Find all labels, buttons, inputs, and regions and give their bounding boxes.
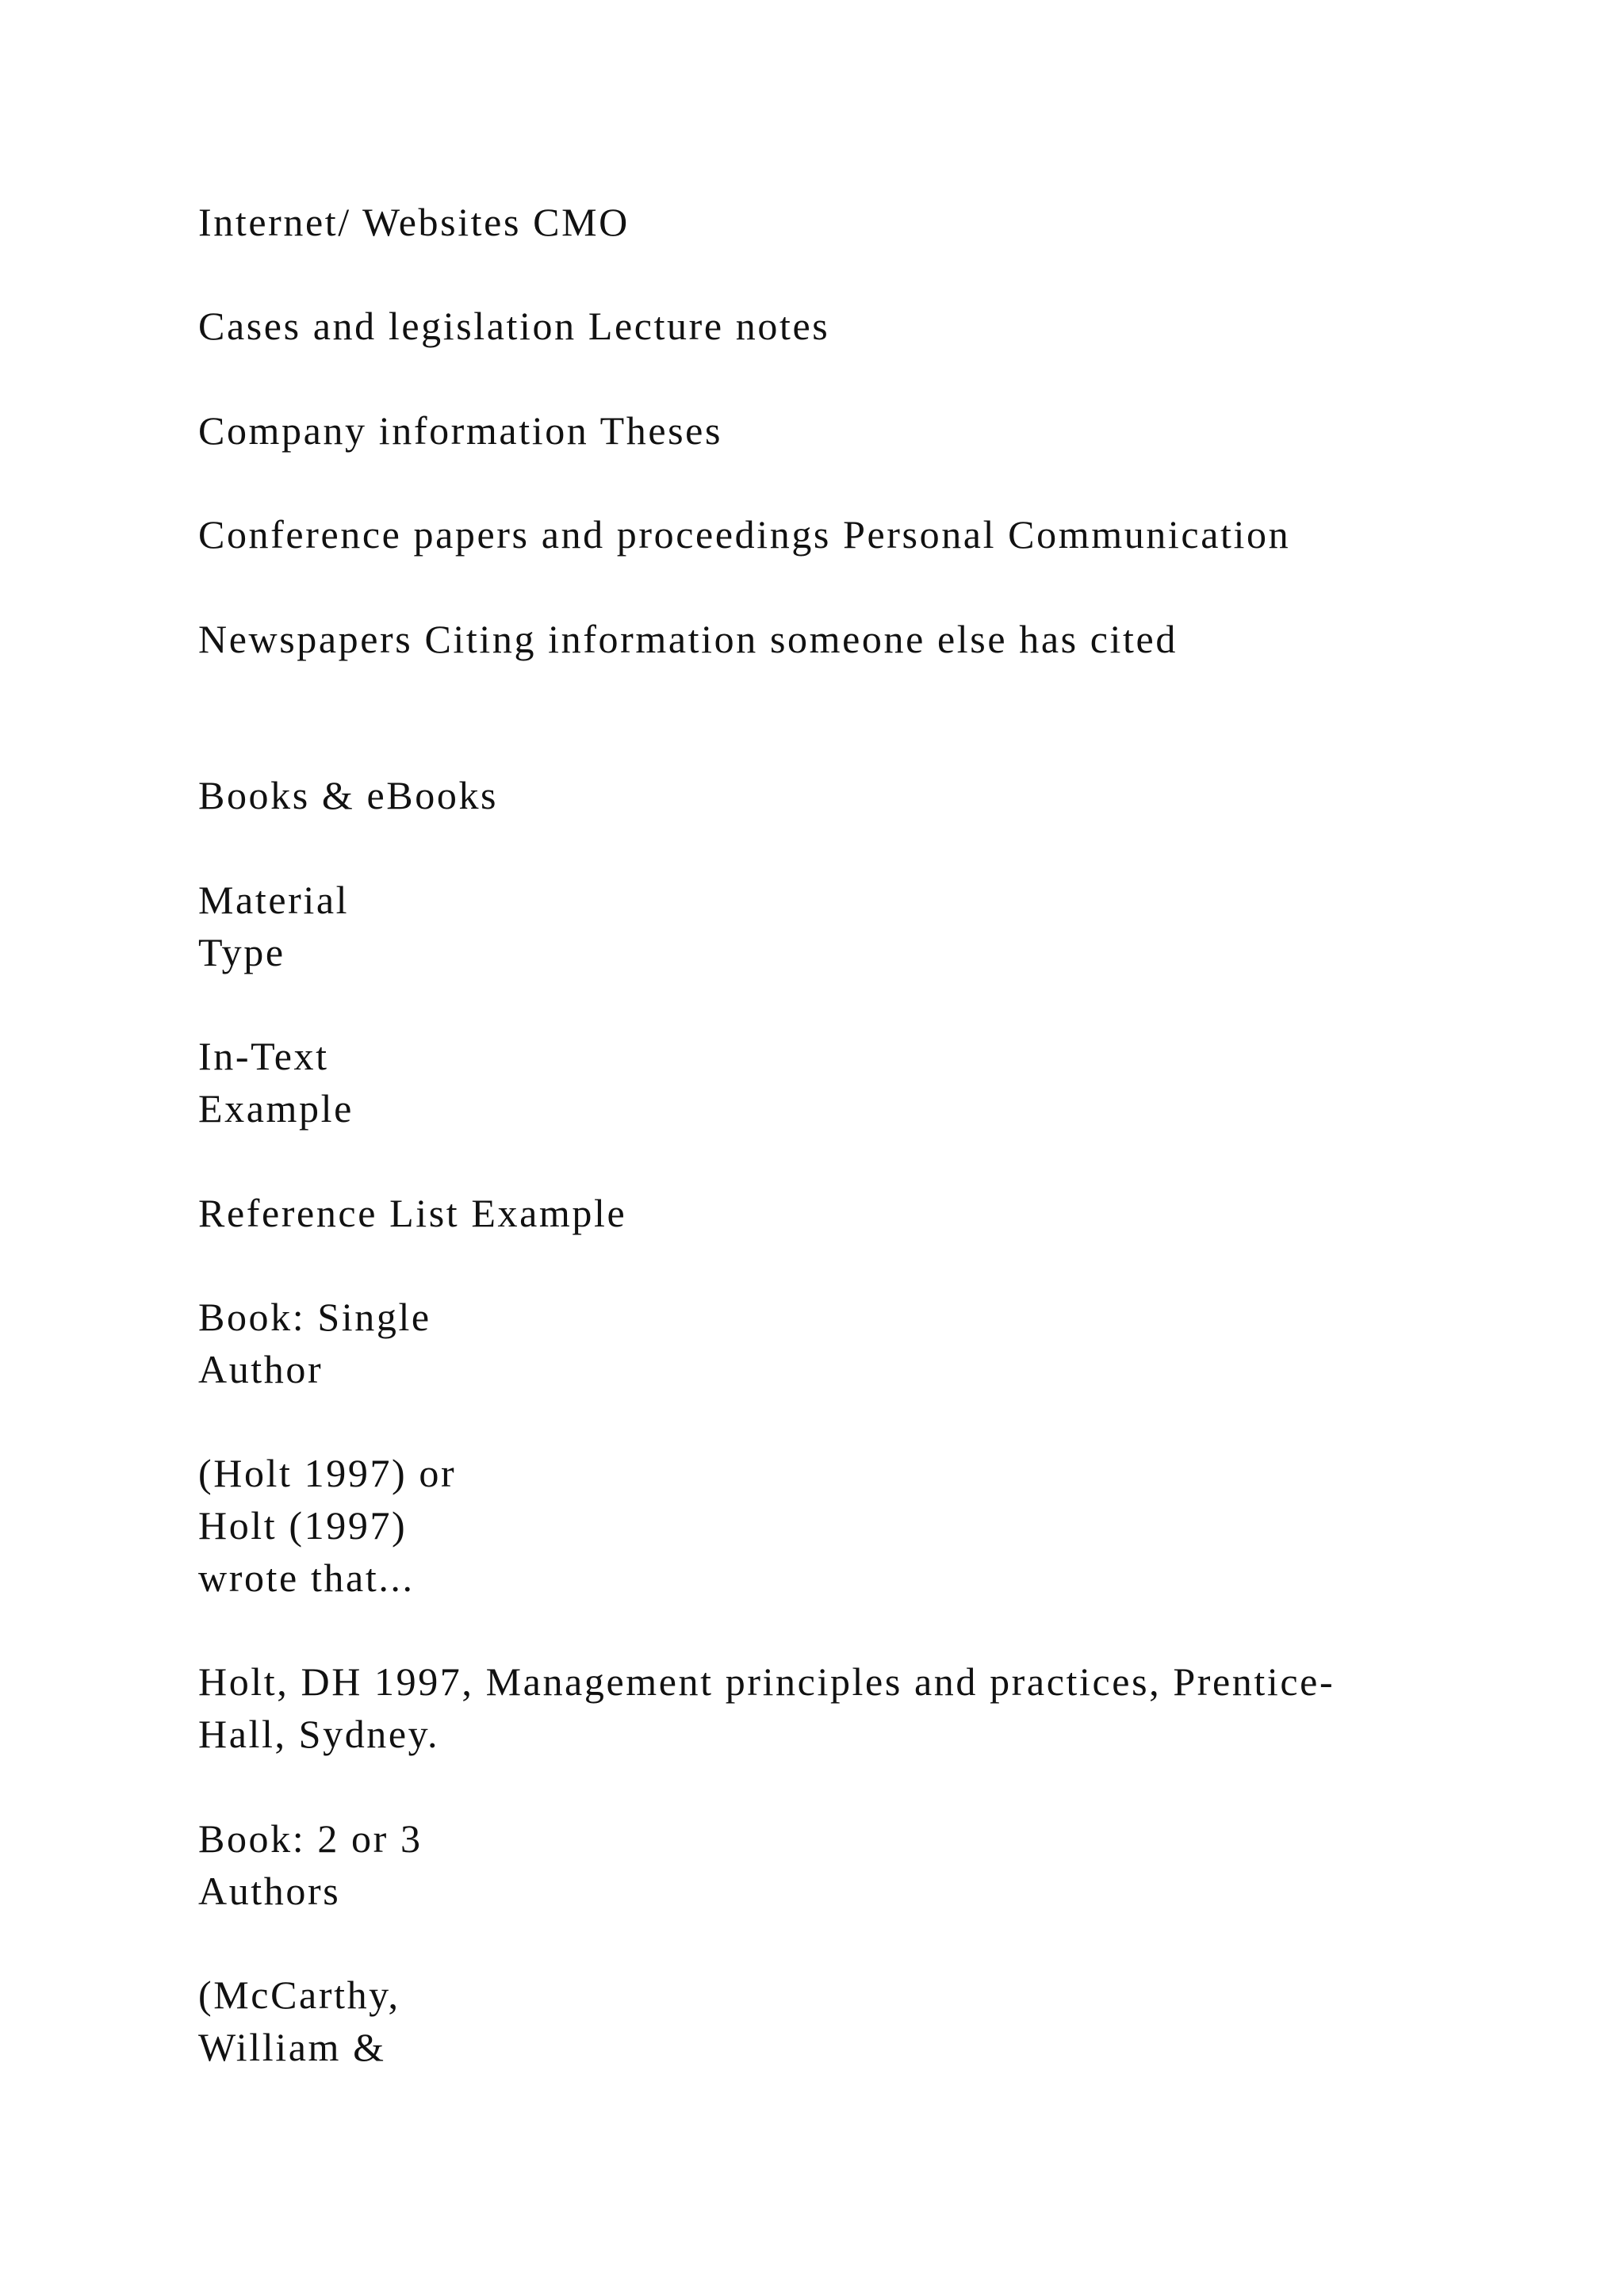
text-line: Holt (1997) xyxy=(198,1503,408,1548)
in-text-example-mccarthy xyxy=(198,1969,400,2073)
column-header-reference-list-example xyxy=(198,1187,626,1239)
text-line: Book: 2 or 3 xyxy=(198,1816,423,1861)
section-heading-books xyxy=(198,769,498,821)
source-list-line-cases xyxy=(198,300,829,352)
text-line: wrote that... xyxy=(198,1556,415,1600)
text-line: Material xyxy=(198,878,350,922)
source-list-line-newspapers xyxy=(198,613,1178,665)
column-header-in-text-example xyxy=(198,1030,354,1135)
text-line: Internet/ Websites CMO xyxy=(198,200,630,244)
text-line: (Holt 1997) or xyxy=(198,1451,457,1495)
in-text-example-holt xyxy=(198,1447,456,1604)
reference-list-example-holt xyxy=(198,1655,1335,1760)
material-type-two-three-authors xyxy=(198,1812,423,1917)
text-line: Example xyxy=(198,1086,354,1131)
text-line: Book: Single xyxy=(198,1295,431,1339)
text-line: Newspapers Citing information someone else has cited xyxy=(198,617,1178,661)
text-line: In-Text xyxy=(198,1034,329,1078)
text-line: Reference List Example xyxy=(198,1191,627,1235)
text-line: Books & eBooks xyxy=(198,773,499,817)
text-line: Hall, Sydney. xyxy=(198,1712,440,1756)
source-list-line-company xyxy=(198,404,722,457)
column-header-material-type xyxy=(198,874,349,978)
text-line: Company information Theses xyxy=(198,408,723,453)
material-type-single-author xyxy=(198,1291,431,1395)
text-line: Holt, DH 1997, Management principles and practices, Prentice- xyxy=(198,1659,1335,1704)
source-list-line-internet xyxy=(198,196,630,248)
text-line: Authors xyxy=(198,1869,341,1913)
text-line: Conference papers and proceedings Personal Communication xyxy=(198,512,1291,557)
text-line: Author xyxy=(198,1347,324,1391)
source-list-line-conference xyxy=(198,508,1290,561)
text-line: Type xyxy=(198,930,285,974)
text-line: Cases and legislation Lecture notes xyxy=(198,304,830,348)
text-line: William & xyxy=(198,2025,386,2069)
text-line: (McCarthy, xyxy=(198,1973,400,2017)
